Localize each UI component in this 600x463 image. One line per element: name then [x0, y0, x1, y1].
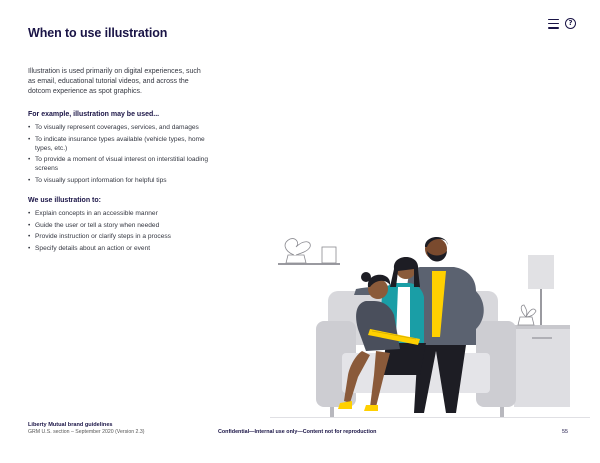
examples-list — [28, 123, 218, 187]
list-item: • To visually represent coverages, services, and damages — [28, 124, 199, 131]
uses-list — [28, 209, 218, 255]
list-item: • Explain concepts in an accessible manner — [28, 210, 158, 217]
floor-line — [270, 417, 590, 418]
wall-shelf — [278, 239, 340, 265]
top-nav-icons — [548, 18, 576, 29]
intro-paragraph: Illustration is used primarily on digital experiences, such as email, educational tutorial videos, and across the dotcom experience as spot graphics. — [28, 68, 201, 95]
page-number: 55 — [562, 429, 568, 435]
list-item: • To provide a moment of visual interest on interstitial loading screens — [28, 156, 208, 173]
list-item: • Guide the user or tell a story when needed — [28, 221, 160, 229]
footer-subtitle: GRM U.S. section – September 2020 (Version 2.3) — [28, 429, 145, 435]
uses-heading: We use illustration to: — [28, 197, 101, 204]
list-item: • To visually support information for helpful tips — [28, 176, 167, 184]
menu-icon[interactable] — [548, 19, 559, 29]
family-on-sofa-illustration — [270, 225, 590, 425]
footer-confidential: Confidential—Internal use only—Content not for reproduction — [218, 429, 377, 435]
help-icon[interactable]: ? — [565, 18, 576, 29]
examples-heading: For example, illustration may be used... — [28, 111, 160, 118]
list-item: • Specify details about an action or event — [28, 244, 151, 252]
footer-brand: Liberty Mutual brand guidelines — [28, 422, 113, 428]
list-item: • To indicate insurance types available (vehicle types, home types, etc.) — [28, 135, 205, 152]
list-item: • Provide instruction or clarify steps in a process — [28, 233, 171, 241]
page-title: When to use illustration — [28, 26, 168, 40]
